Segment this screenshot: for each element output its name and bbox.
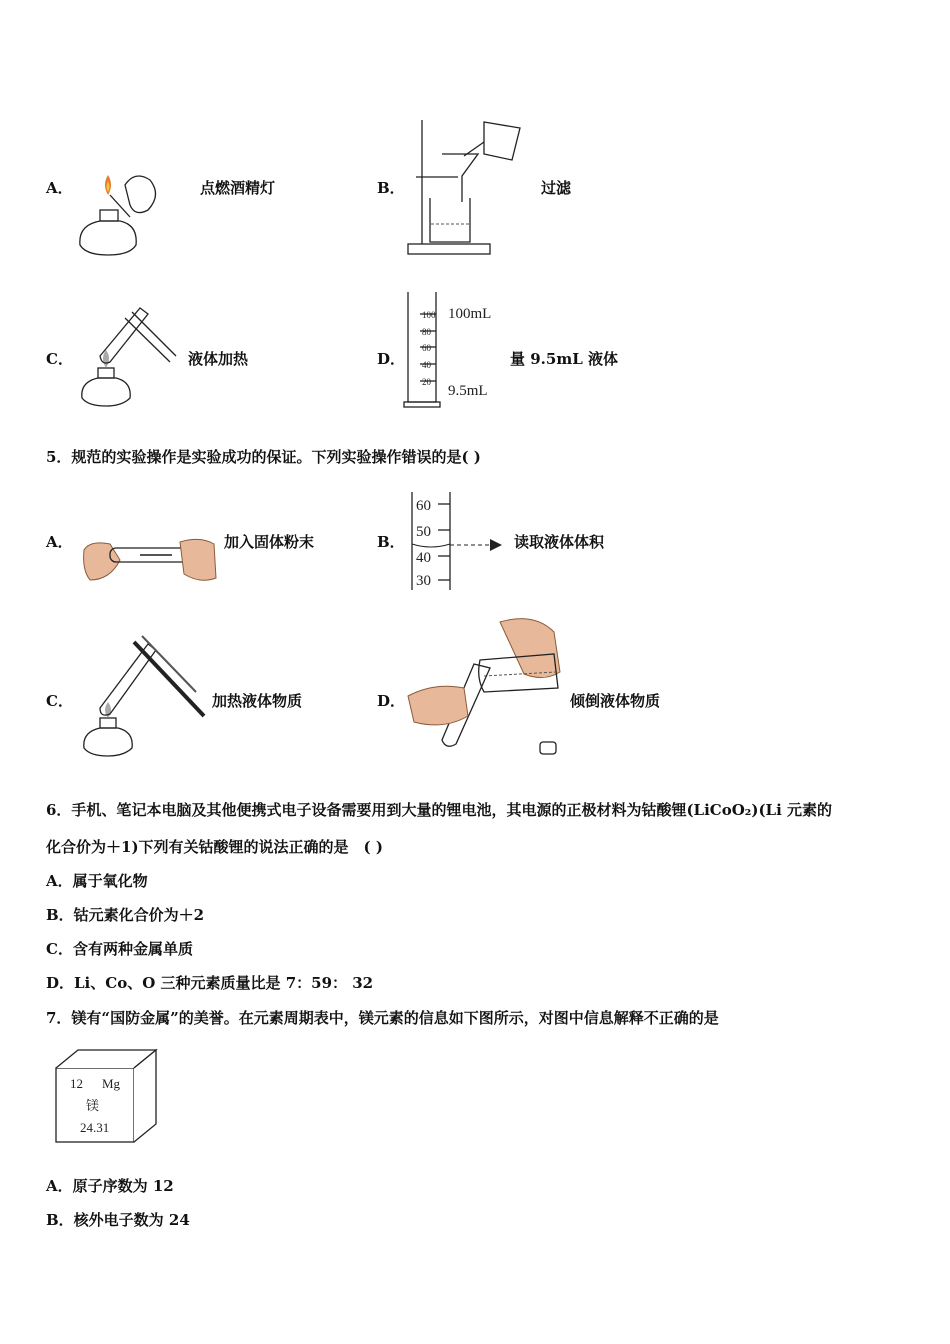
q5-option-a-caption: 加入固体粉末 xyxy=(224,533,315,551)
q4-option-b-caption: 过滤 xyxy=(541,179,572,197)
q5-option-d-caption: 倾倒液体物质 xyxy=(570,692,661,710)
q5-option-d-letter: D． xyxy=(377,692,406,710)
q5-option-c-caption: 加热液体物质 xyxy=(212,692,303,710)
element-atomic-number: 12 xyxy=(70,1076,83,1091)
q6-option-b: B．钴元素化合价为＋2 xyxy=(46,906,205,924)
q6-stem-line2: 化合价为＋1)下列有关钴酸锂的说法正确的是 ( ) xyxy=(46,838,383,856)
q4-option-d-caption: 量 9.5mL 液体 xyxy=(510,350,618,368)
cylinder-tick-60: 60 xyxy=(422,343,431,353)
cylinder-top-label: 100mL xyxy=(448,306,492,322)
q6-option-a: A．属于氧化物 xyxy=(46,872,148,890)
q6-stem-line1: 6．手机、笔记本电脑及其他便携式电子设备需要用到大量的锂电池，其电源的正极材料为钴酸锂(LiCoO₂)(Li 元素的 xyxy=(46,801,833,819)
pouring-liquid-icon xyxy=(404,612,564,762)
q7-option-b: B．核外电子数为 24 xyxy=(46,1211,190,1229)
filtration-apparatus-icon xyxy=(400,112,530,262)
q5-option-b-letter: B． xyxy=(377,533,405,551)
element-atomic-mass: 24.31 xyxy=(80,1120,110,1135)
q5-option-a-letter: A． xyxy=(46,533,73,551)
element-symbol: Mg xyxy=(102,1076,121,1091)
graduated-cylinder-icon xyxy=(402,290,502,410)
element-card-magnesium xyxy=(54,1048,158,1144)
q6-option-d: D．Li、Co、O 三种元素质量比是 7：59： 32 xyxy=(46,974,374,992)
q4-option-a-caption: 点燃酒精灯 xyxy=(200,179,276,197)
q4-option-b-letter: B． xyxy=(377,179,405,197)
q5-option-b-caption: 读取液体体积 xyxy=(514,533,605,551)
alcohol-lamp-lighting-icon xyxy=(70,155,170,265)
scale-tick-30: 30 xyxy=(416,573,431,589)
scale-tick-50: 50 xyxy=(416,524,431,540)
cylinder-tick-100: 100 xyxy=(422,310,436,320)
q5-stem: 5．规范的实验操作是实验成功的保证。下列实验操作错误的是( ) xyxy=(46,448,481,466)
cylinder-tick-20: 20 xyxy=(422,377,431,387)
reading-volume-icon xyxy=(408,492,508,592)
q4-option-c-caption: 液体加热 xyxy=(188,350,249,368)
q7-option-a: A．原子序数为 12 xyxy=(46,1177,174,1195)
q5-option-c-letter: C． xyxy=(46,692,73,710)
q4-option-d-letter: D． xyxy=(377,350,406,368)
q7-stem: 7．镁有“国防金属”的美誉。在元素周期表中，镁元素的信息如下图所示，对图中信息解释不正确的是 xyxy=(46,1009,719,1027)
q4-option-c-letter: C． xyxy=(46,350,73,368)
q4-option-a-letter: A． xyxy=(46,179,73,197)
scale-tick-60: 60 xyxy=(416,498,431,514)
element-name: 镁 xyxy=(86,1098,100,1113)
cylinder-tick-80: 80 xyxy=(422,327,431,337)
q6-option-c: C．含有两种金属单质 xyxy=(46,940,193,958)
scale-tick-40: 40 xyxy=(416,550,431,566)
cylinder-tick-40: 40 xyxy=(422,360,431,370)
adding-powder-icon xyxy=(80,530,220,595)
cylinder-bottom-label: 9.5mL xyxy=(448,383,488,399)
heating-liquid-icon xyxy=(76,632,206,762)
test-tube-heating-icon xyxy=(70,298,190,413)
